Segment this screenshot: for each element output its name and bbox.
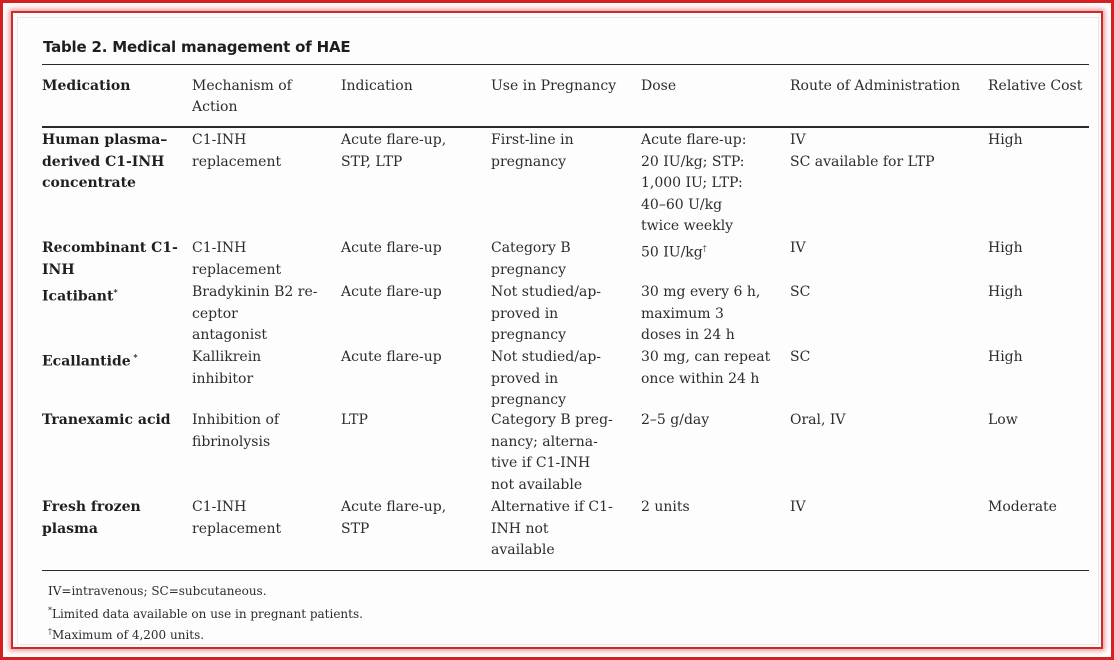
header-cost: Relative Cost (988, 78, 1083, 94)
table-title: Table 2. Medical management of HAE (43, 38, 351, 56)
row-1-cost: High (988, 240, 1023, 256)
row-4-indication: LTP (341, 412, 368, 428)
row-3-mechanism: Kallikrein inhibitor (192, 349, 262, 387)
row-4-dose: 2–5 g/day (641, 412, 710, 428)
row-4-medication: Tranexamic acid (42, 412, 171, 428)
row-2-dose: 30 mg every 6 h, maximum 3 doses in 24 h (641, 284, 761, 343)
header-route: Route of Administration (790, 78, 961, 94)
row-5-indication: Acute flare-up, STP (341, 499, 447, 537)
row-3-medication-cell (42, 347, 138, 373)
row-1-indication: Acute flare-up (341, 240, 442, 256)
row-5-cost: Moderate (988, 499, 1057, 515)
row-0-pregnancy: First-line in pregnancy (491, 132, 574, 170)
row-3-medication: Ecallantide (42, 353, 131, 370)
footnote-star-text: Limited data available on use in pregnant patients. (52, 607, 363, 621)
star-mark: * (130, 352, 138, 362)
row-1-route: IV (790, 240, 806, 256)
row-2-indication: Acute flare-up (341, 284, 442, 300)
row-1-medication: Recombinant C1- INH (42, 240, 178, 278)
header-mechanism: Mechanism of Action (192, 78, 292, 115)
row-5-dose: 2 units (641, 499, 690, 515)
row-2-medication-cell (42, 282, 118, 308)
row-0-cost: High (988, 132, 1023, 148)
row-5-medication: Fresh frozen plasma (42, 499, 141, 537)
row-3-route: SC (790, 349, 811, 365)
row-0-dose: Acute flare-up: 20 IU/kg; STP: 1,000 IU; LTP: 40–60 U/kg twice weekly (641, 132, 747, 234)
row-3-pregnancy: Not studied/ap- proved in pregnancy (491, 349, 602, 408)
row-1-mechanism: C1-INH replacement (192, 240, 282, 278)
row-5-pregnancy: Alternative if C1- INH not available (491, 499, 613, 558)
header-dose: Dose (641, 78, 677, 94)
row-0-medication: Human plasma– derived C1-INH concentrate (42, 132, 168, 191)
footnote-star-mark: * (48, 606, 52, 615)
row-5-mechanism: C1-INH replacement (192, 499, 282, 537)
row-4-route: Oral, IV (790, 412, 846, 428)
row-4-cost: Low (988, 412, 1018, 428)
row-2-medication: Icatibant (42, 288, 114, 305)
star-mark: * (113, 287, 118, 297)
footnote-dagger-text: Maximum of 4,200 units. (52, 628, 205, 642)
row-2-cost: High (988, 284, 1023, 300)
table-card (17, 17, 1099, 645)
header-bottom-rule (42, 126, 1089, 128)
header-pregnancy: Use in Pregnancy (491, 78, 617, 94)
row-1-dose: 50 IU/kg (641, 244, 703, 261)
row-2-pregnancy: Not studied/ap- proved in pregnancy (491, 284, 602, 343)
row-2-route: SC (790, 284, 811, 300)
row-3-dose: 30 mg, can repeat once within 24 h (641, 349, 771, 387)
row-0-indication: Acute flare-up, STP, LTP (341, 132, 447, 170)
inner-frame (11, 11, 1103, 649)
row-4-mechanism: Inhibition of fibrinolysis (192, 412, 280, 450)
row-1-pregnancy: Category B pregnancy (491, 240, 571, 278)
row-0-mechanism: C1-INH replacement (192, 132, 282, 170)
row-3-indication: Acute flare-up (341, 349, 442, 365)
footnote-dagger (48, 627, 204, 642)
table-bottom-rule (42, 570, 1089, 571)
row-3-cost: High (988, 349, 1023, 365)
header-medication: Medication (42, 78, 131, 94)
row-5-route: IV (790, 499, 806, 515)
dagger-mark: † (702, 244, 707, 253)
footnote-abbreviations: IV=intravenous; SC=subcutaneous. (48, 584, 267, 598)
row-0-route: IV SC available for LTP (790, 132, 935, 170)
footnote-dagger-mark: † (48, 627, 52, 636)
row-4-pregnancy: Category B preg- nancy; alterna- tive if C1-INH not available (491, 412, 613, 493)
row-1-dose-cell (641, 238, 707, 264)
footnote-star (48, 606, 363, 621)
row-2-mechanism: Bradykinin B2 re- ceptor antagonist (192, 284, 318, 343)
header-top-rule (42, 64, 1089, 65)
header-indication: Indication (341, 78, 413, 94)
